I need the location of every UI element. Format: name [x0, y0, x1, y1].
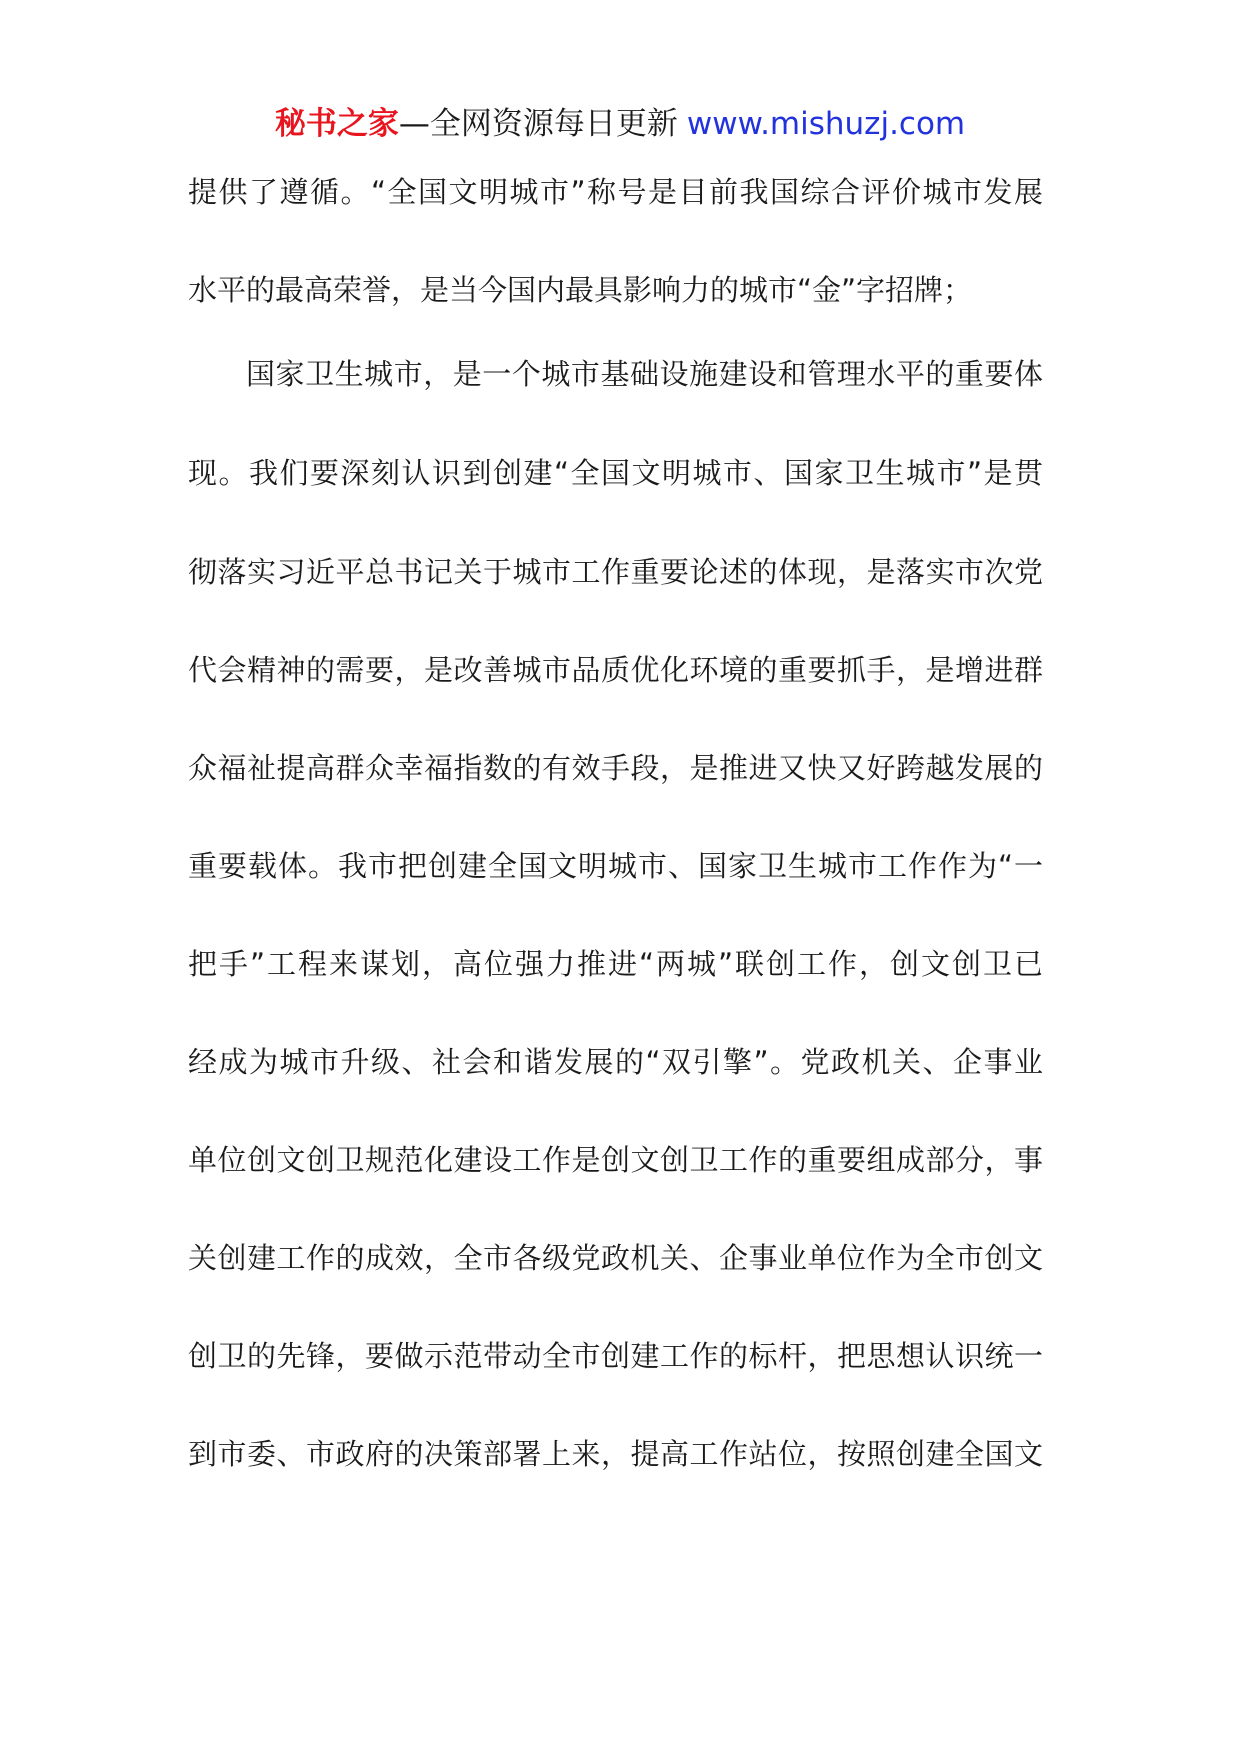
- text-line: 把手”工程来谋划，高位强力推进“两城”联创工作，创文创卫已: [188, 947, 1043, 981]
- text-line: 现。我们要深刻认识到创建“全国文明城市、国家卫生城市”是贯: [188, 456, 1043, 490]
- text-line: 彻落实习近平总书记关于城市工作重要论述的体现，是落实市次党: [188, 555, 1043, 589]
- text-line: 经成为城市升级、社会和谐发展的“双引擎”。党政机关、企事业: [188, 1045, 1043, 1079]
- text-line: 创卫的先锋，要做示范带动全市创建工作的标杆，把思想认识统一: [188, 1339, 1043, 1373]
- header-tagline: —全网资源每日更新: [398, 106, 678, 142]
- text-line: 单位创文创卫规范化建设工作是创文创卫工作的重要组成部分，事: [188, 1143, 1043, 1177]
- text-line: 到市委、市政府的决策部署上来，提高工作站位，按照创建全国文: [188, 1437, 1043, 1471]
- text-line: 重要载体。我市把创建全国文明城市、国家卫生城市工作作为“一: [188, 849, 1043, 883]
- site-url: www.mishuzj.com: [686, 106, 966, 142]
- text-line: 水平的最高荣誉，是当今国内最具影响力的城市“金”字招牌；: [188, 273, 973, 307]
- text-line: 众福祉提高群众幸福指数的有效手段，是推进又快又好跨越发展的: [188, 751, 1043, 785]
- text-line: 代会精神的需要，是改善城市品质优化环境的重要抓手，是增进群: [188, 653, 1043, 687]
- text-line: 提供了遵循。“全国文明城市”称号是目前我国综合评价城市发展: [188, 175, 1043, 209]
- brand-name: 秘书之家: [274, 106, 399, 142]
- text-line: 国家卫生城市，是一个城市基础设施建设和管理水平的重要体: [246, 357, 1043, 391]
- text-line: 关创建工作的成效，全市各级党政机关、企事业单位作为全市创文: [188, 1241, 1043, 1275]
- page-header: [0, 102, 1240, 146]
